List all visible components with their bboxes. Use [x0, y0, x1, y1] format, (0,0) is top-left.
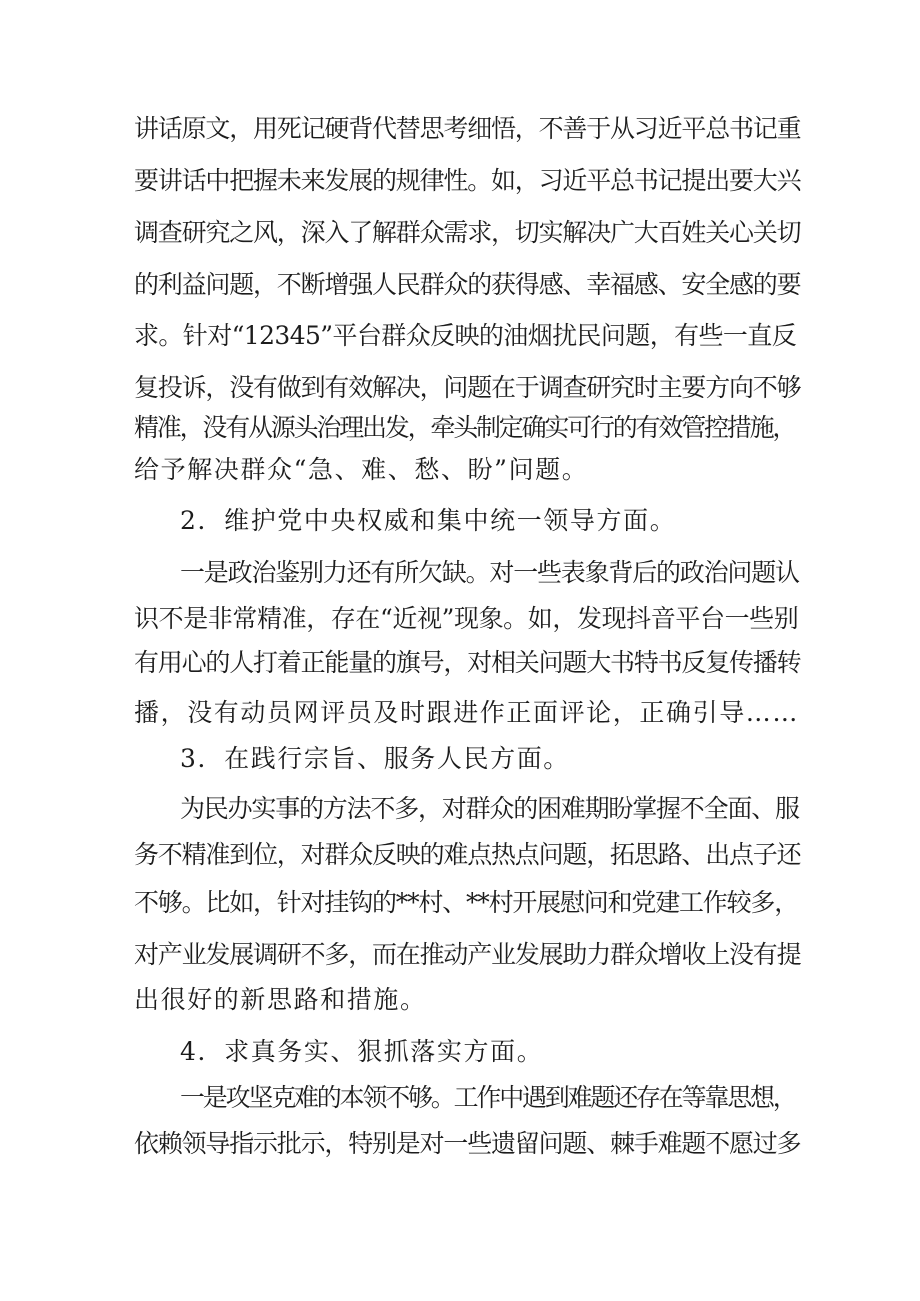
paragraph-line: 调查研究之风，深入了解群众需求，切实解决广大百姓关心关切 — [134, 218, 801, 247]
paragraph-line: 为民办实事的方法不多，对群众的困难期盼掌握不全面、服 — [180, 794, 799, 823]
section-heading-2: 2．维护党中央权威和集中统一领导方面。 — [180, 506, 677, 535]
paragraph-line: 要讲话中把握未来发展的规律性。如，习近平总书记提出要大兴 — [134, 166, 801, 195]
paragraph-line: 精准，没有从源头治理出发，牵头制定确实可行的有效管控措施， — [134, 413, 796, 442]
paragraph-line: 播，没有动员网评员及时跟进作正面评论，正确引导…… — [134, 698, 800, 727]
paragraph-line: 讲话原文，用死记硬背代替思考细悟，不善于从习近平总书记重 — [134, 114, 801, 143]
paragraph-line: 给予解决群众“急、难、愁、盼”问题。 — [134, 455, 589, 484]
paragraph-line: 复投诉，没有做到有效解决，问题在于调查研究时主要方向不够 — [134, 373, 801, 402]
section-heading-4: 4．求真务实、狠抓落实方面。 — [180, 1037, 544, 1066]
paragraph-line: 出很好的新思路和措施。 — [134, 985, 427, 1014]
paragraph-line: 有用心的人打着正能量的旗号，对相关问题大书特书反复传播转 — [134, 648, 801, 677]
paragraph-line: 识不是非常精准，存在“近视”现象。如，发现抖音平台一些别 — [134, 604, 799, 633]
paragraph-line: 求。针对“12345”平台群众反映的油烟扰民问题，有些一直反 — [134, 321, 797, 350]
paragraph-line: 依赖领导指示批示，特别是对一些遗留问题、棘手难题不愿过多 — [134, 1129, 801, 1158]
section-heading-3: 3．在践行宗旨、服务人民方面。 — [180, 744, 570, 773]
paragraph-line: 对产业发展调研不多，而在推动产业发展助力群众增收上没有提 — [134, 940, 801, 969]
paragraph-line: 不够。比如，针对挂钩的**村、**村开展慰问和党建工作较多， — [134, 888, 799, 917]
paragraph-line: 的利益问题，不断增强人民群众的获得感、幸福感、安全感的要 — [134, 270, 801, 299]
paragraph-line: 务不精准到位，对群众反映的难点热点问题，拓思路、出点子还 — [134, 840, 801, 869]
paragraph-line: 一是攻坚克难的本领不够。工作中遇到难题还存在等靠思想， — [180, 1083, 796, 1112]
paragraph-line: 一是政治鉴别力还有所欠缺。对一些表象背后的政治问题认 — [180, 558, 799, 587]
